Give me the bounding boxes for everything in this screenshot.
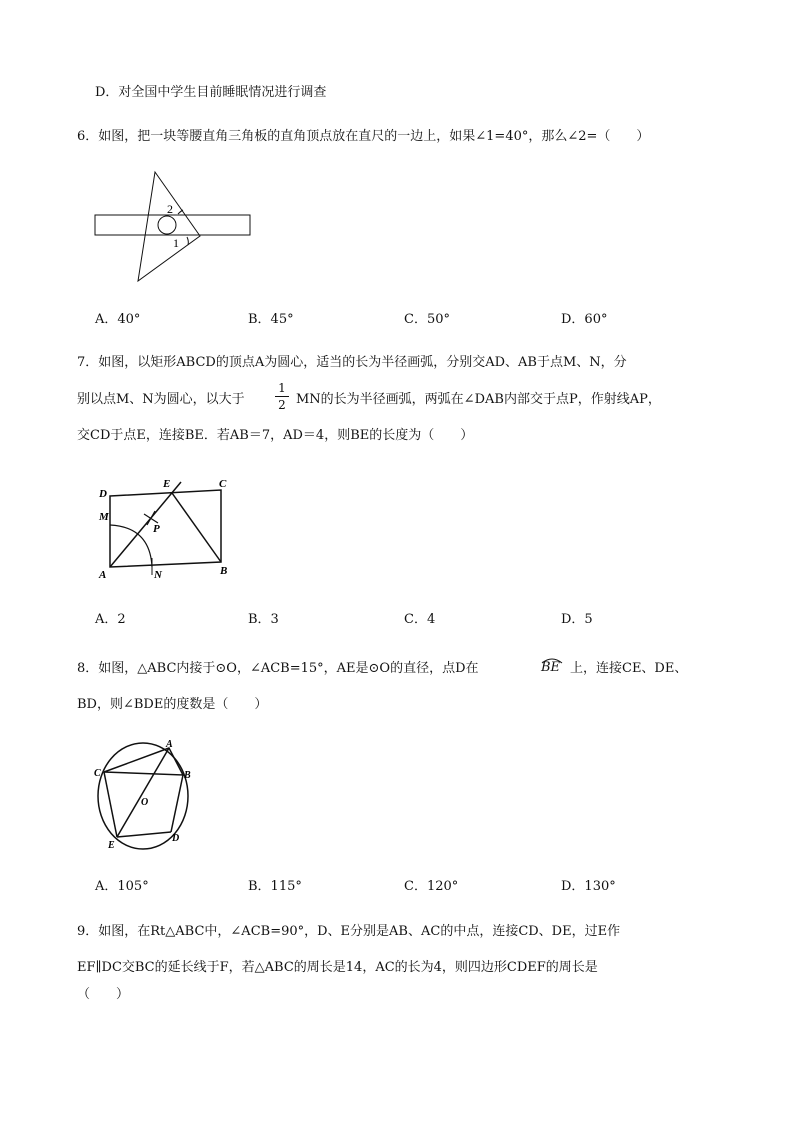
q7-label-d: D <box>99 488 107 500</box>
q6-angle-2-label: 2 <box>167 202 173 216</box>
q8-option-d: D．130° <box>561 879 616 894</box>
q7-line2a: 别以点M、N为圆心，以大于 <box>77 392 245 407</box>
q6-stem: 6．如图，把一块等腰直角三角板的直角顶点放在直尺的一边上，如果∠1=40°，那么∠2=（ ） <box>77 129 650 144</box>
q5-option-d: D．对全国中学生目前睡眠情况进行调查 <box>95 85 327 100</box>
q8-line1b: 上，连接CE、DE、 <box>570 661 688 676</box>
q7-label-m: M <box>99 511 109 523</box>
q6-angle-1-label: 1 <box>173 236 179 250</box>
q7-figure <box>95 470 245 585</box>
q6-option-d: D．60° <box>561 312 608 327</box>
q7-line2b: MN的长为半径画弧，两弧在∠DAB内部交于点P，作射线AP， <box>296 392 661 407</box>
q7-label-c: C <box>219 478 227 490</box>
q8-arc-be <box>541 660 560 675</box>
arc-mark-icon <box>541 656 563 664</box>
q9-line1: 9．如图，在Rt△ABC中，∠ACB=90°，D、E分别是AB、AC的中点，连接CD、DE，过E作 <box>77 924 621 939</box>
q8-label-o: O <box>141 797 149 808</box>
q8-line2: BD，则∠BDE的度数是（ ） <box>77 697 268 712</box>
q9-line2: EF∥DC交BC的延长线于F，若△ABC的周长是14，AC的长为4，则四边形CDEF的周长是 <box>77 960 598 975</box>
q8-option-b: B．115° <box>248 879 302 894</box>
q7-fraction <box>275 381 289 412</box>
q6-figure <box>90 165 260 290</box>
q8-label-d: D <box>172 833 180 844</box>
q7-line1: 7．如图，以矩形ABCD的顶点A为圆心，适当的长为半径画弧，分别交AD、AB于点M、N，分 <box>77 355 627 370</box>
q7-option-d: D．5 <box>561 612 593 627</box>
q7-label-e: E <box>163 478 171 490</box>
q8-label-b: B <box>184 770 191 781</box>
q7-option-a: A．2 <box>95 612 126 627</box>
q7-option-c: C．4 <box>404 612 436 627</box>
q8-option-c: C．120° <box>404 879 459 894</box>
q7-label-n: N <box>154 569 162 581</box>
q8-label-e: E <box>108 840 115 851</box>
q8-figure <box>92 738 202 853</box>
q6-option-a: A．40° <box>95 312 141 327</box>
q6-option-b: B．45° <box>248 312 294 327</box>
q9-line3: （ ） <box>77 987 130 1002</box>
q8-arc-label: BE <box>541 660 561 675</box>
q7-option-b: B．3 <box>248 612 279 627</box>
q7-line3: 交CD于点E，连接BE．若AB＝7，AD＝4，则BE的长度为（ ） <box>77 428 474 443</box>
q6-option-c: C．50° <box>404 312 450 327</box>
q7-label-b: B <box>220 565 228 577</box>
q7-label-a: A <box>99 569 107 581</box>
q7-fraction-denominator: 2 <box>278 398 286 412</box>
q7-fraction-numerator: 1 <box>278 381 286 395</box>
q7-label-p: P <box>153 523 160 535</box>
q8-line1a: 8．如图，△ABC内接于⊙O，∠ACB=15°，AE是⊙O的直径，点D在 <box>77 661 479 676</box>
q8-label-c: C <box>94 768 101 779</box>
q8-label-a: A <box>166 739 173 750</box>
q8-option-a: A．105° <box>95 879 149 894</box>
